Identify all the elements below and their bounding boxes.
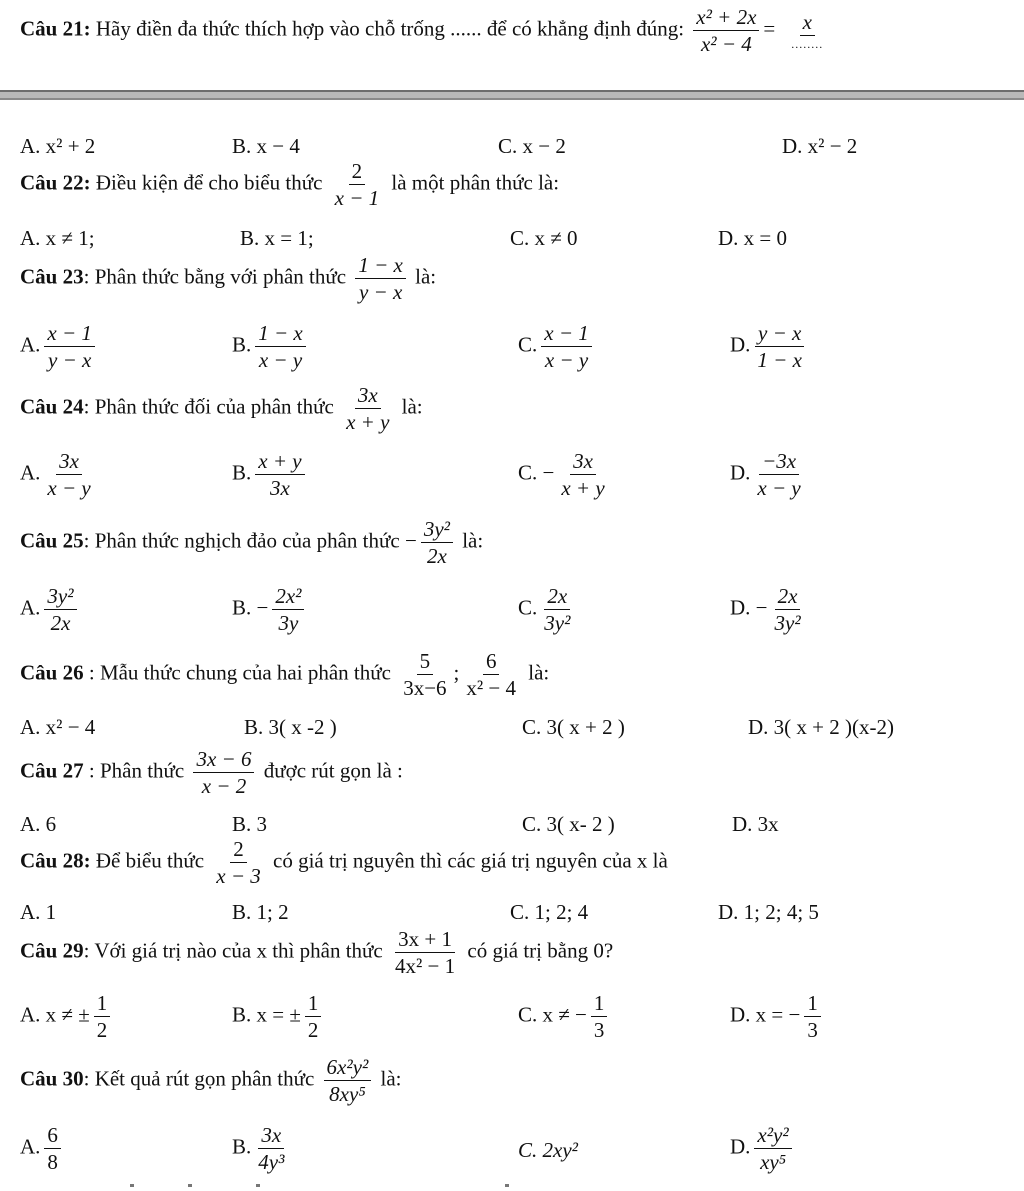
question-label: Câu 26 — [20, 660, 84, 685]
fraction-blank: $\frac{x}{........}$ — [791, 9, 824, 51]
option-c: C. x − 2 — [498, 134, 566, 158]
option-c: C. $\frac{2x}{\text{3y²}}$ — [518, 584, 571, 636]
question-22: Câu 22: Điều kiện để cho biểu thức $\frac{2}{x - 1}$ là một phân thức là: — [20, 159, 560, 211]
question-text: Điều kiện để cho biểu thức — [95, 170, 323, 195]
option-c: C. $\frac{x - 1}{x - y}$ — [518, 322, 596, 371]
separator-bar — [0, 90, 1024, 100]
option-a: A. $\frac{3x}{x - y}$ — [20, 449, 91, 501]
option-a: A. $\frac{6}{8}$ — [20, 1124, 65, 1173]
option-d: D. $\frac{\text{x²y²}}{\text{xy⁵}}$ — [730, 1124, 796, 1173]
option-b: B. $\frac{3x}{\text{4y³}}$ — [232, 1123, 285, 1175]
option-c: C. 2xy² — [518, 1138, 578, 1162]
option-b: B. 3( x -2 ) — [244, 715, 337, 739]
question-21: Câu 21: Hãy điền đa thức thích hợp vào chỗ trống ...... để có khẳng định đúng: $\frac{\text{x² + 2x}}{\text{x² − 4}}$ = $\frac{x}{........}$ — [20, 6, 839, 55]
fraction: $\frac{5}{3x-6}$ — [403, 649, 447, 701]
option-d: D. 3x — [732, 812, 779, 836]
fraction: $\frac{3x + 1}{\text{4x² − 1}}$ — [394, 927, 456, 979]
question-text: Hãy điền đa thức thích hợp vào chỗ trống ...... để có khẳng định đúng: — [95, 16, 685, 41]
question-25: Câu 25: Phân thức nghịch đảo của phân thức − $\frac{\text{3y²}}{2x}$ là: — [20, 517, 484, 569]
option-b: B. − $\frac{\text{2x²}}{3y}$ — [232, 585, 308, 634]
question-label: Câu 25 — [20, 528, 84, 553]
option-d: D. − $\frac{2x}{\text{3y²}}$ — [730, 584, 801, 636]
option-a: A. 1 — [20, 900, 57, 924]
option-b: B. 3 — [232, 812, 268, 836]
option-d: D. $\frac{-3x}{x - y}$ — [730, 449, 801, 501]
fraction: $\frac{3x}{x + y}$ — [346, 383, 390, 435]
fraction: $\frac{\text{3y²}}{2x}$ — [421, 518, 453, 567]
option-a: A. x ≠ ± $\frac{1}{2}$ — [20, 992, 114, 1041]
option-d: D. 3( x + 2 )(x-2) — [748, 715, 894, 739]
option-b: B. x − 4 — [232, 134, 300, 158]
question-label: Câu 21: — [20, 16, 91, 41]
option-b: B. $\frac{1 - x}{x - y}$ — [232, 322, 310, 371]
question-text: : Phân thức bằng với phân thức — [83, 264, 347, 289]
option-a: A. x² − 4 — [20, 715, 96, 739]
option-d: D. 1; 2; 4; 5 — [718, 900, 819, 924]
question-label: Câu 24 — [20, 394, 84, 419]
option-c: C. 3( x + 2 ) — [522, 715, 625, 739]
question-text: : Mẫu thức chung của hai phân thức — [83, 660, 391, 685]
option-c: C. x ≠ 0 — [510, 226, 578, 250]
option-c: C. 3( x- 2 ) — [522, 812, 615, 836]
question-text: : Kết quả rút gọn phân thức — [83, 1066, 315, 1091]
option-a: A. 6 — [20, 812, 57, 836]
option-a: A. $\frac{\text{3y²}}{2x}$ — [20, 585, 81, 634]
question-26: Câu 26 : Mẫu thức chung của hai phân thức $\frac{5}{3x-6}$ ; $\frac{6}{\text{x² − 4}}$ là: — [20, 649, 550, 701]
option-d: D. x = 0 — [718, 226, 788, 250]
question-label: Câu 30 — [20, 1066, 84, 1091]
option-b: B. x = ± $\frac{1}{2}$ — [232, 992, 325, 1041]
option-d: D. x = − $\frac{1}{3}$ — [730, 992, 825, 1041]
option-a: A. $\frac{x - 1}{y - x}$ — [20, 322, 99, 371]
question-text: : Phân thức — [83, 758, 185, 783]
fraction: $\frac{6}{\text{x² − 4}}$ — [466, 649, 517, 701]
fraction: $\frac{\text{6x²y²}}{\text{8xy⁵}}$ — [324, 1056, 372, 1105]
question-text: : Phân thức đối của phân thức — [83, 394, 334, 419]
question-label: Câu 23 — [20, 264, 84, 289]
question-label: Câu 22: — [20, 170, 91, 195]
fraction: $\frac{1 - x}{y - x}$ — [355, 254, 406, 303]
question-28: Câu 28: Để biểu thức $\frac{2}{x - 3}$ có giá trị nguyên thì các giá trị nguyên của x là — [20, 837, 668, 889]
option-c: C. − $\frac{3x}{x + y}$ — [518, 449, 605, 501]
cropped-text-remnant — [0, 1184, 1024, 1191]
question-label: Câu 27 — [20, 758, 84, 783]
question-29: Câu 29: Với giá trị nào của x thì phân thức $\frac{3x + 1}{\text{4x² − 1}}$ có giá trị bằng 0? — [20, 927, 614, 979]
question-23: Câu 23: Phân thức bằng với phân thức $\frac{1 - x}{y - x}$ là: — [20, 253, 437, 305]
option-c: C. x ≠ − $\frac{1}{3}$ — [518, 992, 611, 1041]
option-b: B. 1; 2 — [232, 900, 289, 924]
fraction: $\frac{\text{x² + 2x}}{\text{x² − 4}}$ — [693, 6, 759, 55]
question-label: Câu 28: — [20, 848, 91, 873]
option-c: C. 1; 2; 4 — [510, 900, 589, 924]
option-b: B. x = 1; — [240, 226, 314, 250]
question-27: Câu 27 : Phân thức $\frac{3x - 6}{x - 2}$ được rút gọn là : — [20, 747, 403, 799]
option-d: D. $\frac{y - x}{1 - x}$ — [730, 322, 809, 371]
question-text: : Phân thức nghịch đảo của phân thức — [83, 528, 400, 553]
option-d: D. x² − 2 — [782, 134, 858, 158]
fraction: $\frac{3x - 6}{x - 2}$ — [193, 748, 254, 797]
question-label: Câu 29 — [20, 938, 84, 963]
question-30: Câu 30: Kết quả rút gọn phân thức $\frac{\text{6x²y²}}{\text{8xy⁵}}$ là: — [20, 1055, 402, 1107]
question-text: Để biểu thức — [95, 848, 205, 873]
fraction: $\frac{2}{x - 1}$ — [334, 159, 380, 211]
option-a: A. x² + 2 — [20, 134, 96, 158]
option-a: A. x ≠ 1; — [20, 226, 95, 250]
fraction: $\frac{2}{x - 3}$ — [216, 837, 261, 889]
option-b: B. $\frac{x + y}{3x}$ — [232, 450, 309, 499]
question-text: : Với giá trị nào của x thì phân thức — [83, 938, 383, 963]
question-24: Câu 24: Phân thức đối của phân thức $\frac{3x}{x + y}$ là: — [20, 383, 423, 435]
